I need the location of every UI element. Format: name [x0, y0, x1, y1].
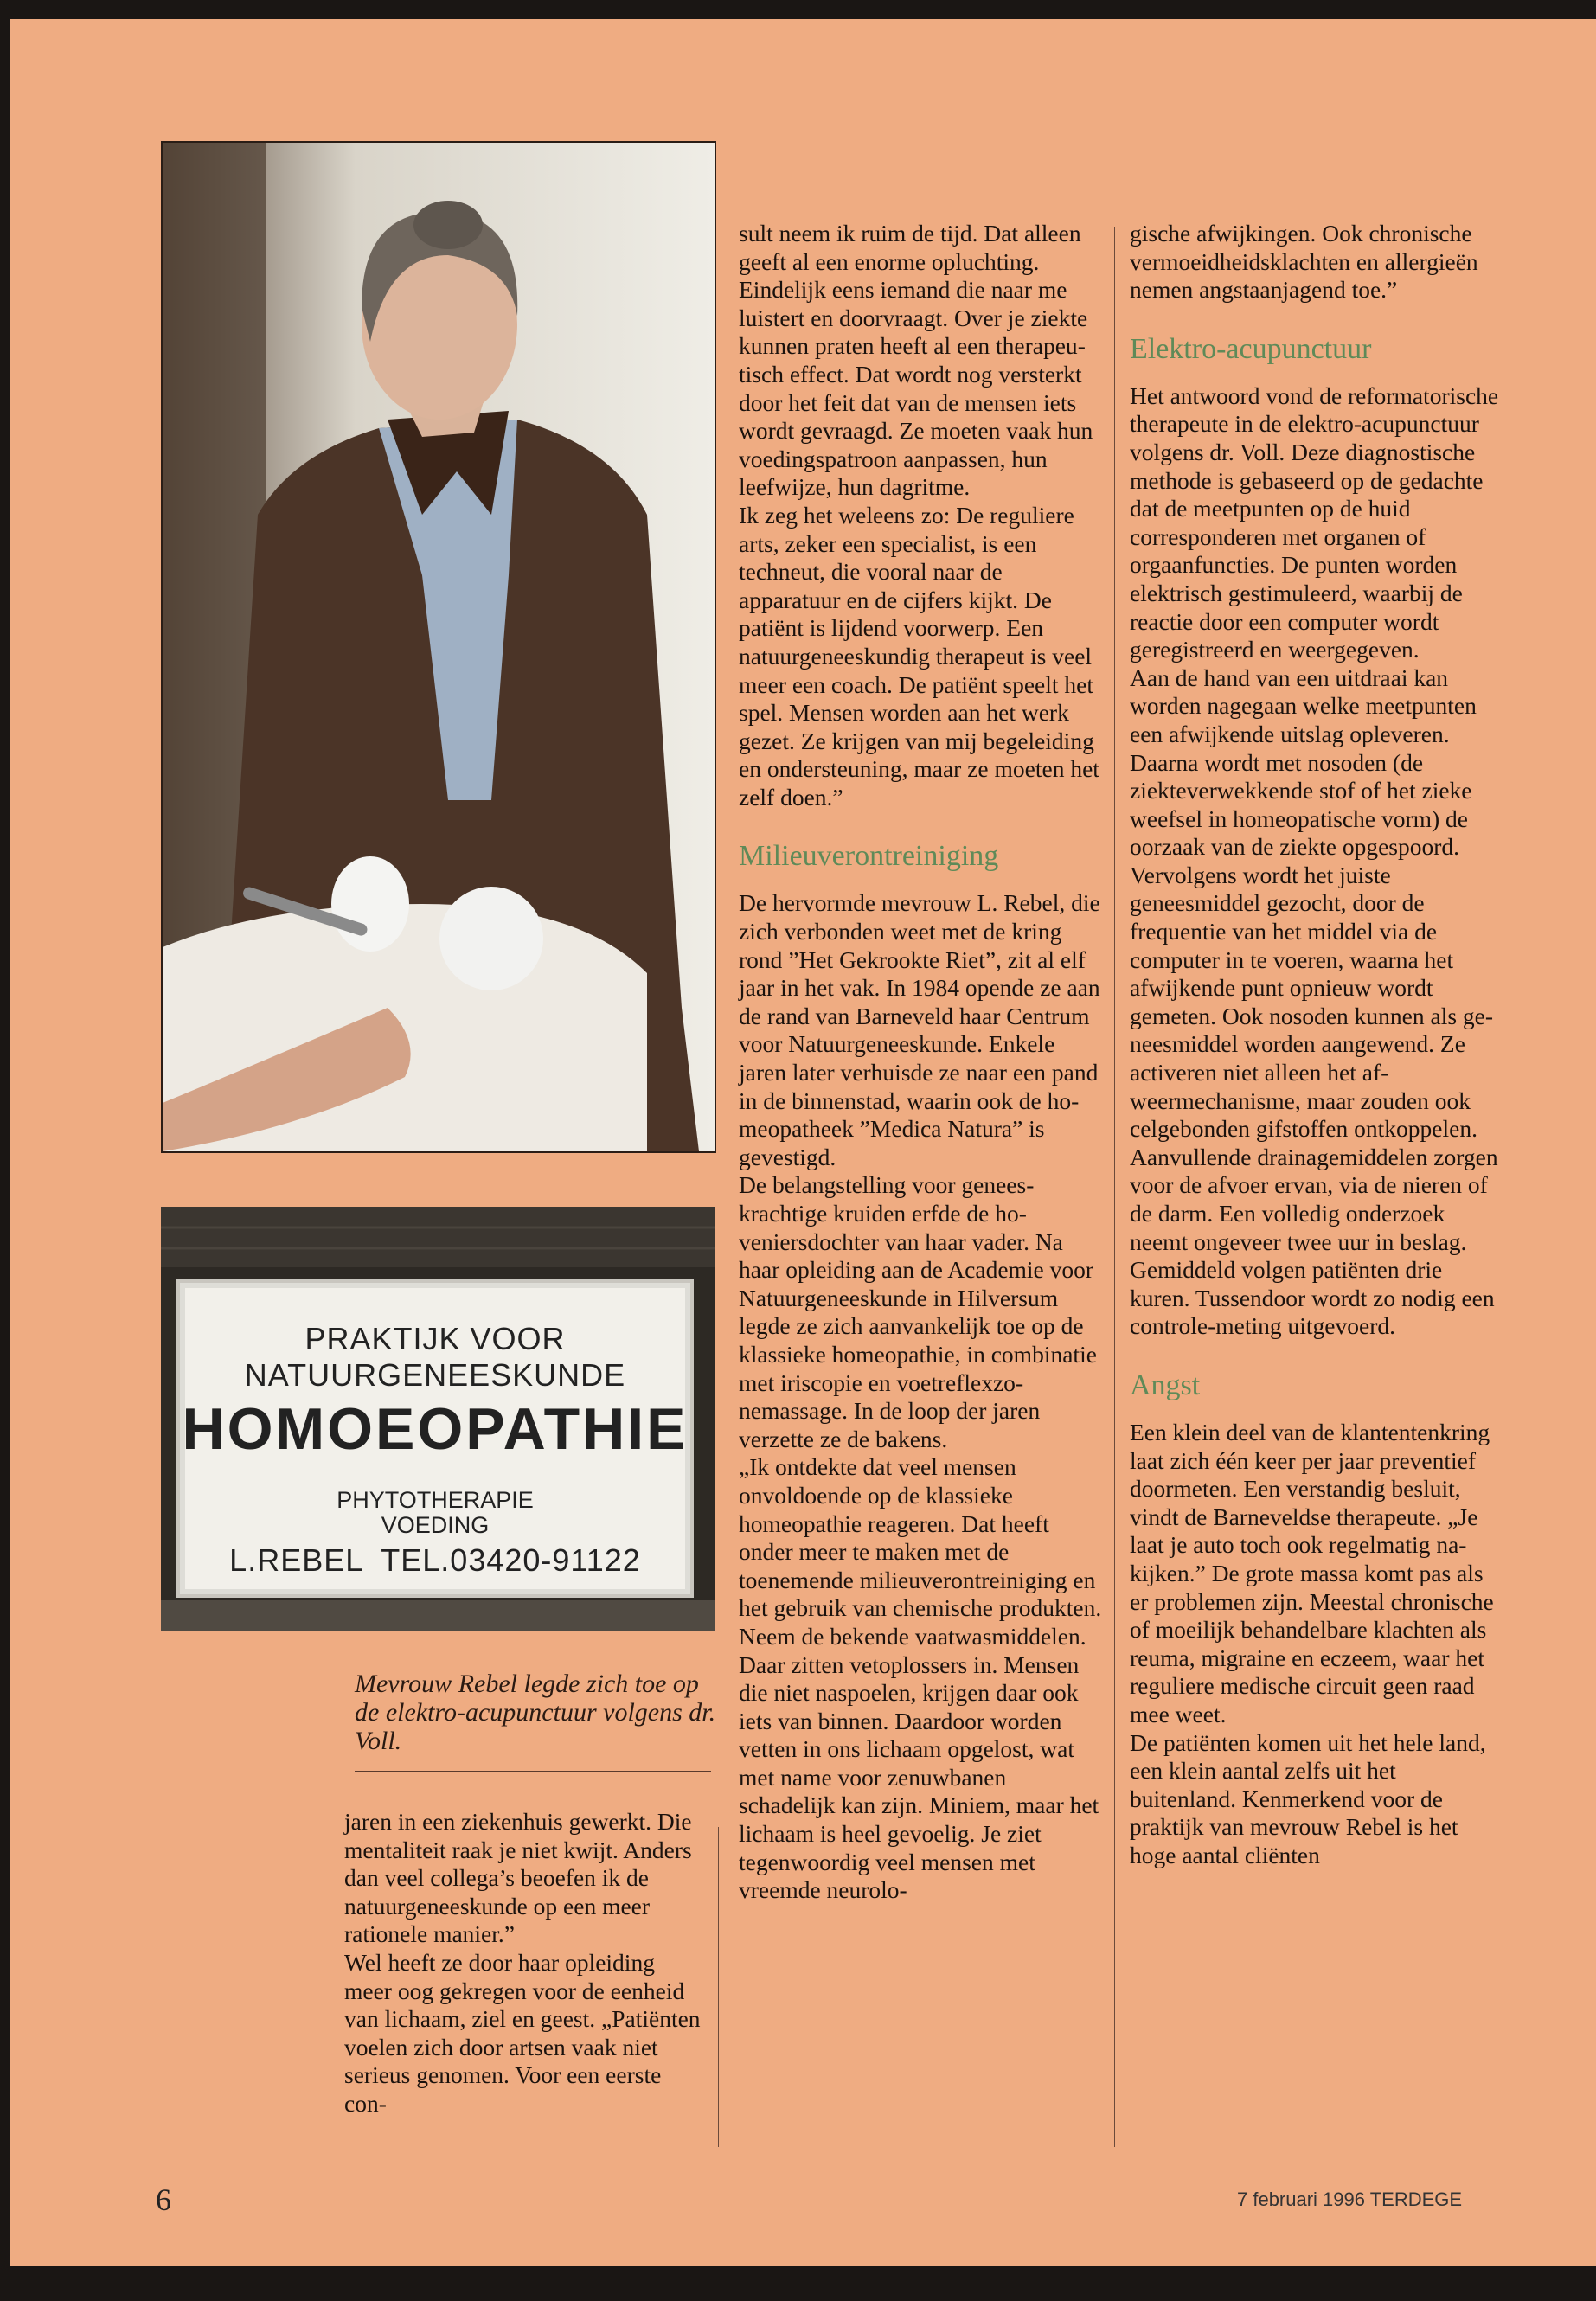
article-column-3 — [1130, 220, 1502, 1869]
photo-caption: Mevrouw Rebel legde zich toe op de elektro-acupunctuur volgens dr. Voll. — [355, 1670, 716, 1755]
col3-paragraph-2: Het antwoord vond de reformatorische therapeute in de elektro-acupunctuur volgens dr. Voll. Deze diagnostische methode is gebaseerd op de gedachte dat de meetpunten op de huid corresponderen met organen of orgaanfuncties. De punten worden elektrisch gestimuleerd, waarbij de reactie door een computer wordt geregistreerd en weergegeven. — [1130, 381, 1499, 663]
practice-sign-photo — [161, 1207, 715, 1631]
col1-paragraph-2: Wel heeft ze door haar opleiding meer oog gekregen voor de eenheid van lichaam, ziel en geest. „Patiënten voelen zich door artsen vaak niet serieus genomen. Voor een eerste con- — [344, 1948, 701, 2117]
col2-paragraph-3: De hervormde mevrouw L. Rebel, die zich verbonden weet met de kring rond ”Het Gekrookte Riet”, zit al elf jaar in het vak. In 1984 opende ze aan de rand van Barneveld haar Centrum voor Natuurgeneeskunde. Enkele jaren later verhuisde ze naar een pand in de binnenstad, waarin ook de homeopatheek ”Medica Natura” is gevestigd. — [739, 889, 1100, 1170]
practice-sign — [176, 1279, 694, 1598]
col2-paragraph-1: sult neem ik ruim de tijd. Dat alleen geeft al een enorme opluchting. Eindelijk eens iemand die naar me luistert en doorvraagt. Over je ziekte kunnen praten heeft al een therapeutisch effect. Dat wordt nog versterkt door het feit dat van de mensen iets wordt gevraagd. Ze moeten vaak hun voedingspatroon aanpassen, hun leefwijze, hun dagritme. — [739, 220, 1093, 501]
caption-divider — [355, 1771, 711, 1772]
sign-line-nutrition: VOEDING — [381, 1512, 490, 1538]
col1-paragraph-1: jaren in een ziekenhuis gewerkt. Die mentaliteit raak je niet kwijt. Anders dan veel collega’s beoefen ik de natuurgeneeskunde op een meer rationele manier.” — [344, 1808, 692, 1948]
col2-paragraph-2: Ik zeg het weleens zo: De reguliere arts, zeker een specialist, is een techneut, die vooral naar de apparatuur en de cijfers kijkt. De patiënt is lijdend voorwerp. Een natuurgeneeskundig therapeut is veel meer een coach. De patiënt speelt het spel. Mensen worden aan het werk gezet. Ze krijgen van mij begeleiding en ondersteuning, maar ze moeten het zelf doen.” — [739, 501, 1099, 811]
col3-paragraph-3: Aan de hand van een uitdraai kan worden nagegaan welke meetpunten een afwijkende uitslag opleveren. Daarna wordt met nosoden (de ziekteverwekkende stof of het zieke weefsel in homeopatische vorm) de oorzaak van de ziekte opgespoord. Vervolgens wordt het juiste geneesmiddel gezocht, door de frequentie van het middel via de computer in te voeren, waarna het afwijkende punt opnieuw wordt gemeten. Ook nosoden kunnen als geneesmiddel worden aangewend. Ze activeren niet alleen het afweermechanisme, maar zouden ook celgebonden gifstoffen ontkoppelen. Aanvullende drainagemiddelen zorgen voor de afvoer ervan, via de nieren of de darm. Een volledig onderzoek neemt ongeveer twee uur in beslag. Gemiddeld volgen patiënten drie kuren. Tussendoor wordt zo nodig een controle-meting uitgevoerd. — [1130, 663, 1498, 1340]
column-divider-1 — [718, 1827, 719, 2147]
sign-line-homeopathy: HOMOEOPATHIE — [182, 1396, 689, 1462]
sign-line-contact: L.REBEL TEL.03420-91122 — [229, 1542, 641, 1578]
sign-line-practice: PRAKTIJK VOOR — [304, 1321, 566, 1356]
col3-paragraph-5: De patiënten komen uit het hele land, een klein aantal zelfs uit het buitenland. Kenmerkend voor de praktijk van mevrouw Rebel is het hoge aantal cliënten — [1130, 1728, 1486, 1868]
col2-paragraph-5: „Ik ontdekte dat veel mensen onvoldoende op de klassieke homeopathie reageren. Dat heeft onder meer te maken met de toenemende milieuverontreiniging en het gebruik van chemische produkten. Neem de bekende vaatwasmiddelen. Daar zitten vetoplossers in. Mensen die niet naspoelen, krijgen daar ook iets van binnen. Daardoor worden vetten in ons lichaam opgelost, wat met name voor zenuwbanen schadelijk kan zijn. Miniem, maar het lichaam is heel gevoelig. Je ziet tegenwoordig veel mensen met vreemde neurolo- — [739, 1453, 1102, 1904]
sign-line-phytotherapy: PHYTOTHERAPIE — [337, 1487, 534, 1513]
issue-footer: 7 februari 1996 TERDEGE — [1237, 2189, 1463, 2210]
article-column-1 — [344, 1808, 708, 2118]
subheading-angst: Angst — [1130, 1368, 1201, 1401]
column-divider-2 — [1114, 227, 1115, 2147]
col3-paragraph-4: Een klein deel van de klantentenkring laat zich één keer per jaar preventief doormeten. Een verstandig besluit, vindt de Barneveldse therapeute. „Je laat je auto toch ook regelmatig nakijken.” De grote massa komt pas als er problemen zijn. Meestal chronische of moeilijk behandelbare klachten als reuma, migraine en eczeem, waar het reguliere medische circuit geen raad mee weet. — [1130, 1418, 1494, 1727]
subheading-elektro-acupunctuur: Elektro-acupunctuur — [1130, 332, 1372, 365]
sign-line-naturopathy: NATUURGENEESKUNDE — [244, 1357, 626, 1393]
col2-paragraph-4: De belangstelling voor geneeskrachtige kruiden erfde de hoveniersdochter van haar vader. Na haar opleiding aan de Academie voor Natuurgeneeskunde in Hilversum legde ze zich aanvankelijk toe op de klassieke homeopathie, in combinatie met iriscopie en voetreflexzonemassage. In de loop der jaren verzette ze de bakens. — [739, 1171, 1097, 1452]
therapist-photo — [163, 143, 715, 1151]
subheading-milieuverontreiniging: Milieuverontreiniging — [739, 840, 999, 873]
therapist-illustration — [163, 143, 715, 1151]
magazine-page — [10, 19, 1596, 2266]
article-column-2 — [739, 220, 1102, 1905]
page-number: 6 — [156, 2182, 171, 2217]
col3-paragraph-1: gische afwijkingen. Ook chronische vermoeidheidsklachten en allergieën nemen angstaanjagend toe.” — [1130, 220, 1478, 304]
